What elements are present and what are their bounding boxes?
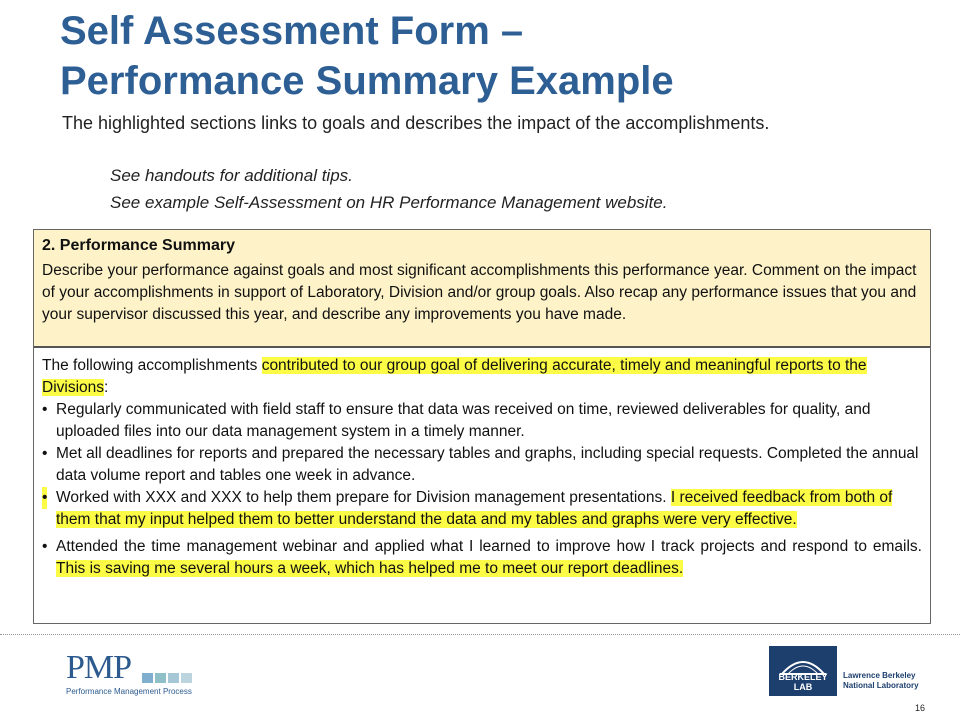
page-number: 16 [915,703,926,713]
bullet-icon: • [42,487,47,509]
section-title: 2. Performance Summary [42,237,235,254]
pmp-logo-text: PMP [66,649,132,686]
bullet-icon: • [42,538,48,555]
bullet-highlight: This is saving me several hours a week, which has helped me to meet our report deadlines. [56,560,684,577]
lab-name [843,671,919,691]
title-line-1: Self Assessment Form – [60,9,524,53]
form-header [34,230,930,348]
bullet-icon: • [42,445,48,462]
lab-name-line-1: Lawrence Berkeley [843,671,916,680]
bullet-text: Met all deadlines for reports and prepared the necessary tables and graphs, including special requests. Completed the annual data volume report and tables one week in advance. [56,445,919,484]
tips [110,162,667,216]
subtitle: The highlighted sections links to goals and describes the impact of the accomplishments. [62,113,770,133]
pmp-tagline: Performance Management Process [66,687,192,696]
lab-name-line-2: National Laboratory [843,681,919,690]
berkeley-lab-text: BERKELEY LAB [778,672,828,692]
form-body [34,348,930,580]
list-item [42,399,922,443]
berkeley-lab-logo [769,646,837,696]
intro-highlight: contributed to our group goal of delivering accurate, timely and meaningful reports to the Divisions [42,357,867,396]
intro-end: : [104,379,109,396]
list-item [42,443,922,487]
pmp-logo [66,651,192,696]
bullet-text: Attended the time management webinar and applied what I learned to improve how I track projects and respond to emails. [56,538,922,555]
pmp-square-icon [168,673,179,683]
bullet-text: Regularly communicated with field staff to ensure that data was received on time, reviewed deliverables for quality, and uploaded files into our data management system in a timely manner. [56,401,871,440]
page-title [60,6,940,106]
intro-text: The following accomplishments [42,357,262,374]
bullet-icon: • [42,401,48,418]
pmp-square-icon [181,673,192,683]
pmp-square-icon [142,673,153,683]
section-instructions: Describe your performance against goals and most significant accomplishments this performance year. Comment on the impact of your accomplishments in support of Laboratory, Division and/or group goals. Also recap any performance issues that you and your supervisor discussed this year, and describe any improvements you have made. [42,262,917,323]
intro [42,355,922,399]
tip-2: See example Self-Assessment on HR Performance Management website. [110,193,668,212]
bullet-text: Worked with XXX and XXX to help them prepare for Division management presentations. [56,489,671,506]
pmp-square-icon [155,673,166,683]
form-excerpt [33,229,931,624]
title-line-2: Performance Summary Example [60,59,674,103]
list-item [42,536,922,580]
footer-divider [0,634,960,635]
tip-1: See handouts for additional tips. [110,166,353,185]
bullet-highlight: I received feedback from both of them that my input helped them to better understand the data and my tables and graphs were very effective. [56,489,893,528]
list-item [42,487,922,531]
